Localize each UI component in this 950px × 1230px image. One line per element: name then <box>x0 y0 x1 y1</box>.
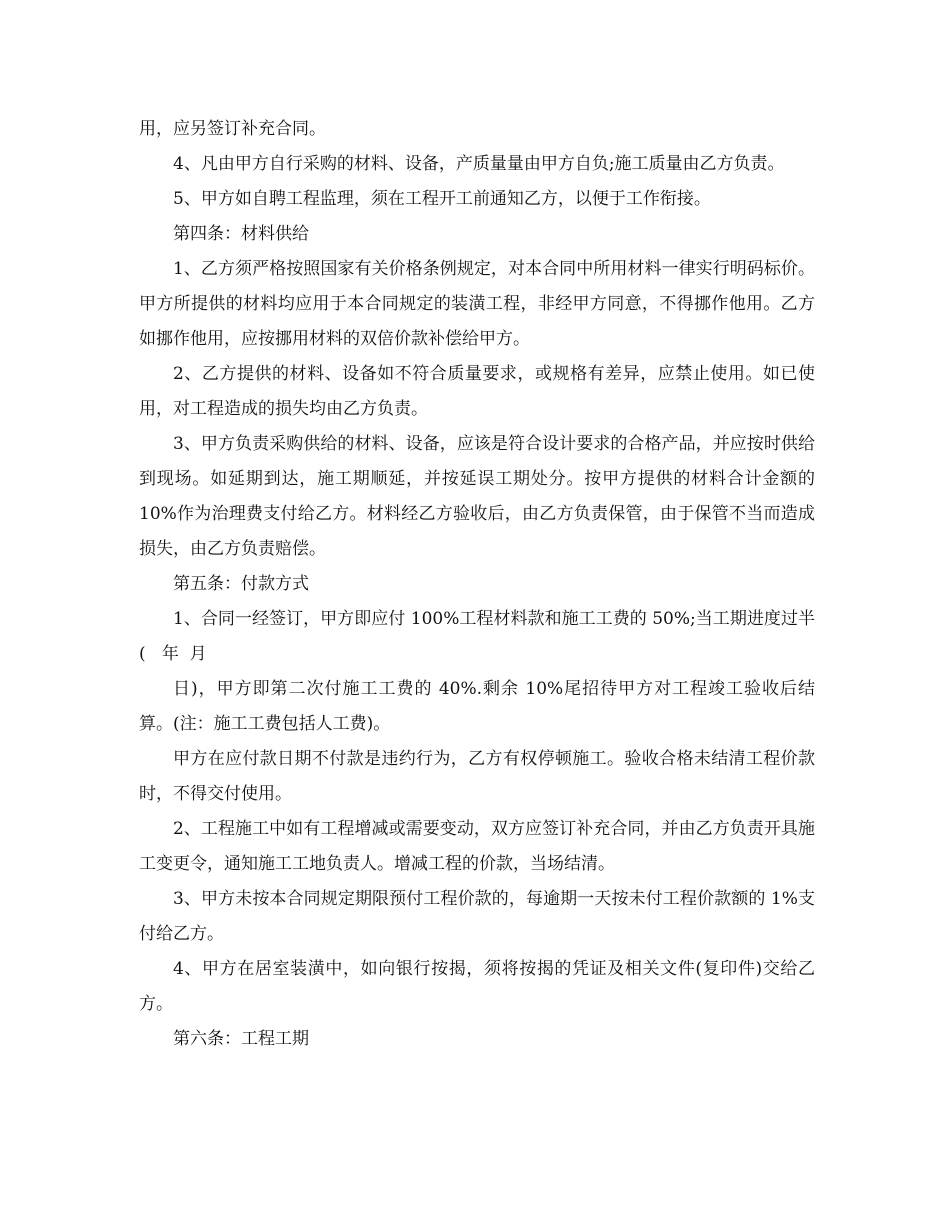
section-heading: 第五条：付款方式 <box>173 574 309 594</box>
section-heading: 第六条：工程工期 <box>173 1029 309 1049</box>
paragraph: 4、甲方在居室装潢中，如向银行按揭，须将按揭的凭证及相关文件(复印件)交给乙方。 <box>139 959 815 1014</box>
paragraph: 2、工程施工中如有工程增减或需要变动，双方应签订补充合同，并由乙方负责开具施工变更令，通知施工工地负责人。增减工程的价款，当场结清。 <box>139 819 815 874</box>
paragraph: 2、乙方提供的材料、设备如不符合质量要求，或规格有差异，应禁止使用。如已使用，对工程造成的损失均由乙方负责。 <box>139 364 815 419</box>
paragraph: 日)，甲方即第二次付施工工费的 40%.剩余 10%尾招待甲方对工程竣工验收后结算。(注：施工工费包括人工费)。 <box>139 679 815 734</box>
paragraph: 3、甲方负责采购供给的材料、设备，应该是符合设计要求的合格产品，并应按时供给到现场。如延期到达，施工期顺延，并按延误工期处分。按甲方提供的材料合计金额的 10%作为治理费支付给乙方。材料经乙方验收后，由乙方负责保管，由于保管不当而造成损失，由乙方负责赔偿。 <box>139 434 821 559</box>
paragraph: 1、合同一经签订，甲方即应付 100%工程材料款和施工工费的 50%;当工期进度过半( 年 月 <box>139 609 815 664</box>
section-heading: 第四条：材料供给 <box>173 224 309 244</box>
paragraph: 1、乙方须严格按照国家有关价格条例规定，对本合同中所用材料一律实行明码标价。甲方所提供的材料均应用于本合同规定的装潢工程，非经甲方同意，不得挪作他用。乙方如挪作他用，应按挪用材料的双倍价款补偿给甲方。 <box>139 259 815 349</box>
paragraph: 4、凡由甲方自行采购的材料、设备，产质量量由甲方自负;施工质量由乙方负责。 <box>173 154 785 174</box>
paragraph: 甲方在应付款日期不付款是违约行为，乙方有权停顿施工。验收合格未结清工程价款时，不得交付使用。 <box>139 749 815 804</box>
paragraph: 用，应另签订补充合同。 <box>139 119 326 139</box>
paragraph: 5、甲方如自聘工程监理，须在工程开工前通知乙方，以便于工作衔接。 <box>173 189 711 209</box>
contract-body <box>139 112 821 1057</box>
paragraph: 3、甲方未按本合同规定期限预付工程价款的，每逾期一天按未付工程价款额的 1%支付给乙方。 <box>139 889 815 944</box>
